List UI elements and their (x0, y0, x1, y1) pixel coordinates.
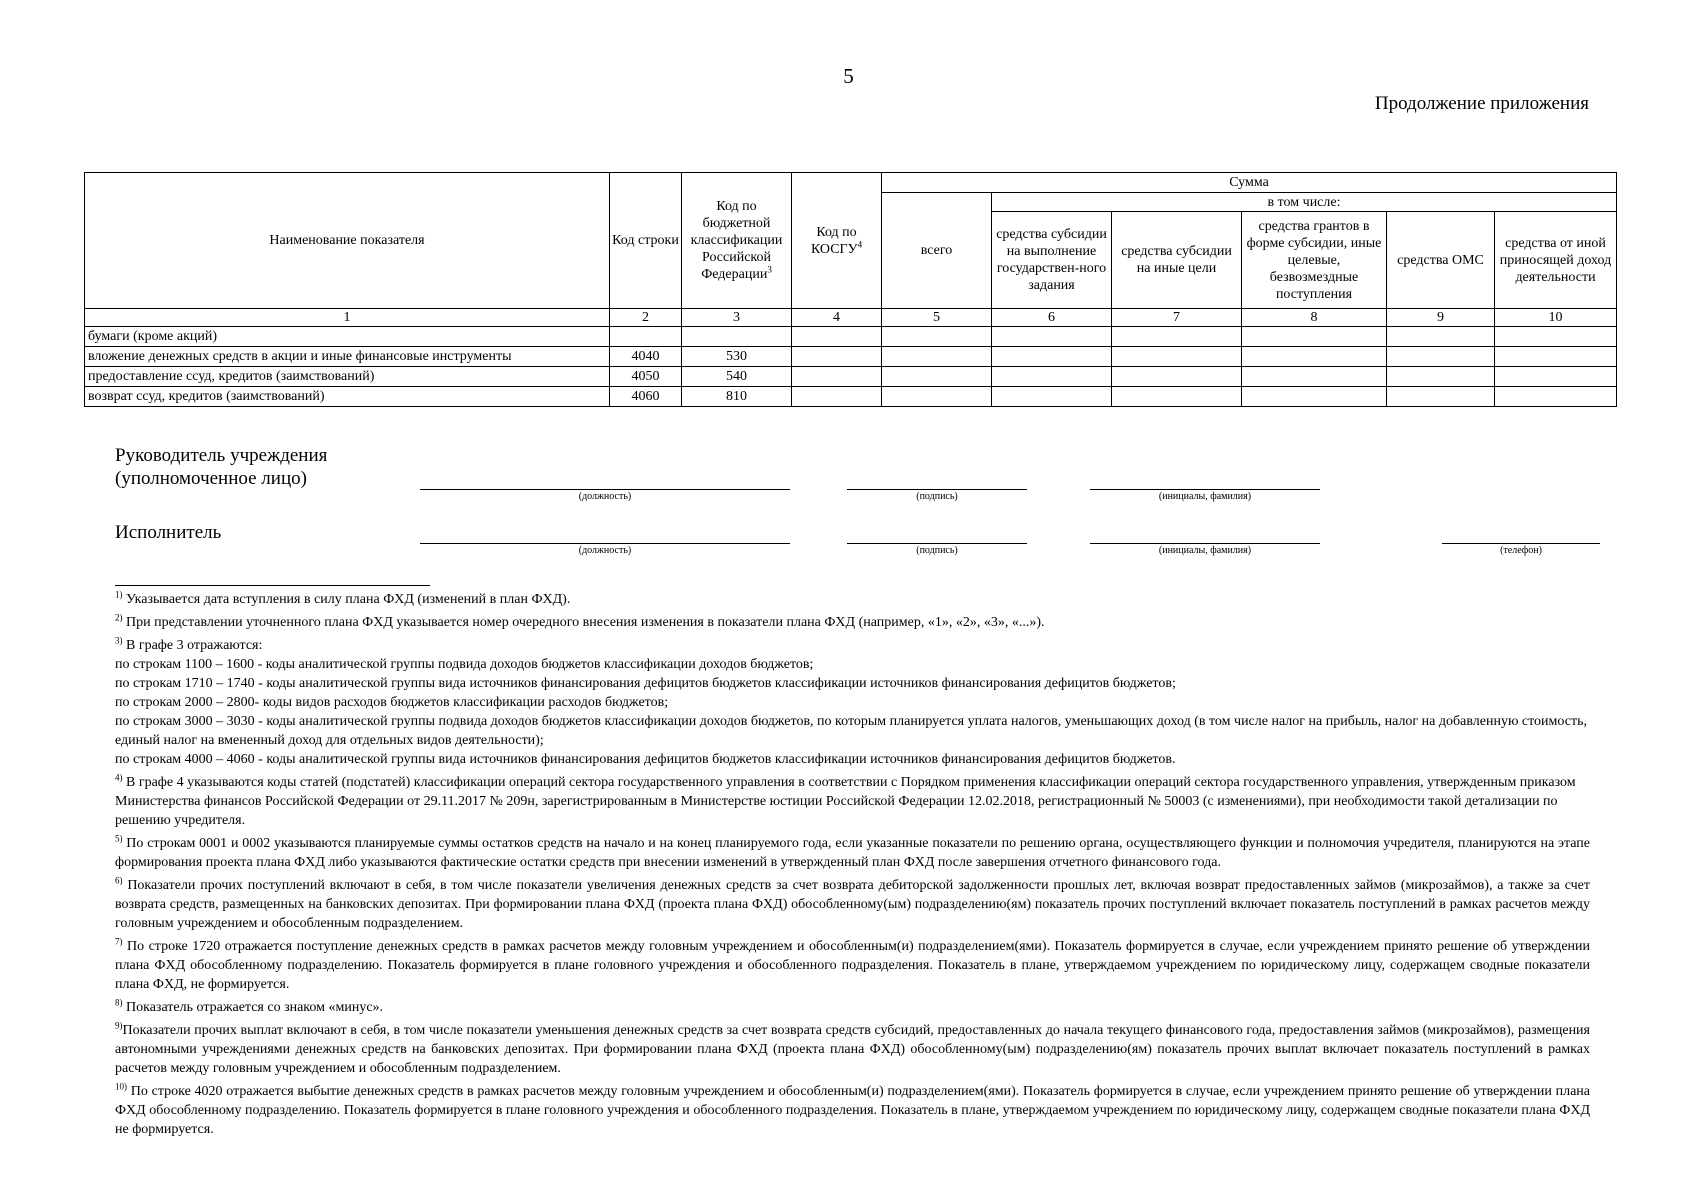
row-cell (1242, 347, 1387, 367)
row-name: возврат ссуд, кредитов (заимствований) (85, 387, 610, 407)
col-num-2: 2 (610, 309, 682, 327)
financial-plan-table (84, 172, 1617, 407)
header-kosgu-text: Код по КОСГУ (810, 224, 858, 257)
header-sum: Сумма (882, 173, 1617, 193)
executor-position-line (420, 543, 790, 544)
footnote-3 (115, 636, 1590, 655)
row-cell (1112, 347, 1242, 367)
row-cell (1242, 367, 1387, 387)
footnote-2-text: При представлении уточненного плана ФХД указывается номер очередного внесения изменения в показатели плана ФХД (например, «1», «2», «3», «...»). (126, 615, 1045, 630)
row-cell (1387, 327, 1495, 347)
footnote-10-num: 10) (115, 1081, 127, 1092)
footnote-3-line-e: по строкам 4000 – 4060 - коды аналитической группы вида источников финансирования дефицитов бюджетов классификации источников финансирования дефицитов бюджетов. (115, 752, 1176, 767)
head-signature-caption: (подпись) (916, 491, 958, 502)
head-initials-caption: (инициалы, фамилия) (1158, 491, 1252, 502)
row-code (610, 327, 682, 347)
header-oms: средства ОМС (1387, 212, 1495, 309)
footnote-10-text: По строке 4020 отражается выбытие денежных средств в рамках расчетов между головным учреждением и обособленным(и) подразделением(ями). Показатель формируется в случае, если учреждением принято решение об утверждении плана ФХД обособленному подразделению. Показатель формируется в плане головного учреждения и обособленного подразделения. Показатель в плане, утверждаемом учреждением по юридическому лицу, содержащем сводные показатели плана ФХД не формируется. (115, 1084, 1591, 1137)
footnote-5 (115, 834, 1590, 872)
header-other-income: средства от иной приносящей доход деятельности (1495, 212, 1617, 309)
head-signature-line (847, 489, 1027, 490)
row-name: бумаги (кроме акций) (85, 327, 610, 347)
row-cell (1242, 327, 1387, 347)
col-num-9: 9 (1387, 309, 1495, 327)
footnote-5-num: 5) (115, 833, 123, 844)
footnote-3-line-d: по строкам 3000 – 3030 - коды аналитической группы подвида доходов бюджетов классификации доходов бюджетов, по которым планируется уплата налогов, уменьшающих доход (в том числе налог на прибыль, налог на добавленную стоимость, единый налог на вмененный доход для отдельных видов деятельности); (115, 714, 1587, 748)
executor-title: Исполнитель (115, 522, 222, 543)
footnote-9-num: 9) (115, 1020, 123, 1031)
footnote-8-text: Показатель отражается со знаком «минус». (126, 1000, 384, 1015)
footnote-5-text: По строкам 0001 и 0002 указываются планируемые суммы остатков средств на начало и на конец планируемого года, если указанные показатели по решению органа, осуществляющего функции и полномочия учредителя, планируются на этапе формирования проекта плана ФХД либо указываются фактические остатки средств при внесении изменений в утвержденный план ФХД после завершения отчетного финансового года. (115, 836, 1590, 870)
head-title-line2: (уполномоченное лицо) (115, 468, 307, 489)
footnote-1-num: 1) (115, 589, 123, 600)
row-cell (1112, 367, 1242, 387)
row-cell (992, 347, 1112, 367)
row-cell (792, 327, 882, 347)
footnote-3-num: 3) (115, 635, 123, 646)
row-cell (792, 387, 882, 407)
row-cell (1495, 327, 1617, 347)
table-row (85, 387, 1617, 407)
col-num-1: 1 (85, 309, 610, 327)
header-row-code: Код строки (610, 173, 682, 309)
executor-position-caption: (должность) (578, 545, 632, 556)
row-cell (992, 387, 1112, 407)
row-cell (792, 347, 882, 367)
footnote-9 (115, 1021, 1590, 1078)
row-cell (792, 367, 882, 387)
footnote-4-text: В графе 4 указываются коды статей (подстатей) классификации операций сектора государственного управления в соответствии с Порядком применения классификации операций сектора государственного управления, утвержденным приказом Министерства финансов Российской Федерации от 29.11.2017 № 209н, зарегистрированным в Министерстве юстиции Российской Федерации 12.02.2018, регистрационный № 50003 (с изменениями), при необходимости такой детализации по решению учредителя. (115, 775, 1576, 828)
row-cell (1495, 387, 1617, 407)
col-num-3: 3 (682, 309, 792, 327)
head-position-caption: (должность) (578, 491, 632, 502)
head-position-line (420, 489, 790, 490)
row-budget-code: 810 (682, 387, 792, 407)
row-cell (882, 367, 992, 387)
row-cell (882, 327, 992, 347)
row-name: вложение денежных средств в акции и иные финансовые инструменты (85, 347, 610, 367)
footnote-7-num: 7) (115, 936, 123, 947)
head-title (115, 444, 327, 490)
footnote-4-num: 4) (115, 772, 123, 783)
footnote-1 (115, 590, 1590, 609)
row-cell (882, 347, 992, 367)
executor-phone-caption: (телефон) (1500, 545, 1542, 556)
continuation-label: Продолжение приложения (1374, 93, 1589, 114)
executor-initials-line (1090, 543, 1320, 544)
row-budget-code: 540 (682, 367, 792, 387)
row-name: предоставление ссуд, кредитов (заимствований) (85, 367, 610, 387)
row-cell (882, 387, 992, 407)
table-row (85, 347, 1617, 367)
footnotes (115, 590, 1590, 1139)
footnote-3-text: В графе 3 отражаются: (126, 638, 263, 653)
row-cell (1495, 347, 1617, 367)
row-code: 4040 (610, 347, 682, 367)
header-sub-other: средства субсидии на иные цели (1112, 212, 1242, 309)
row-cell (1112, 387, 1242, 407)
footnote-8 (115, 998, 1590, 1017)
row-budget-code: 530 (682, 347, 792, 367)
header-budget-code-sup: 3 (767, 264, 772, 275)
col-num-8: 8 (1242, 309, 1387, 327)
header-kosgu (792, 173, 882, 309)
row-cell (1242, 387, 1387, 407)
header-name: Наименование показателя (85, 173, 610, 309)
row-cell (992, 327, 1112, 347)
footnote-1-text: Указывается дата вступления в силу плана ФХД (изменений в план ФХД). (126, 592, 571, 607)
footnote-4 (115, 773, 1590, 830)
executor-signature-line (847, 543, 1027, 544)
col-num-6: 6 (992, 309, 1112, 327)
row-cell (1387, 347, 1495, 367)
header-total: всего (882, 193, 992, 309)
footnote-2-num: 2) (115, 612, 123, 623)
executor-initials-caption: (инициалы, фамилия) (1158, 545, 1252, 556)
row-code: 4050 (610, 367, 682, 387)
header-grants: средства грантов в форме субсидии, иные целевые, безвозмездные поступления (1242, 212, 1387, 309)
footnote-7-text: По строке 1720 отражается поступление денежных средств в рамках расчетов между головным учреждением и обособленным(и) подразделением(ями). Показатель формируется в случае, если учреждением принято решение об утверждении плана ФХД обособленному подразделению. Показатель формируется в плане головного учреждения и обособленного подразделения. Показатель в плане, утверждаемом учреждением по юридическому лицу, содержащем сводные показатели плана ФХД, не формируется. (115, 939, 1591, 992)
footnote-6-text: Показатели прочих поступлений включают в себя, в том числе показатели увеличения денежных средств за счет возврата дебиторской задолженности прошлых лет, включая возврат предоставленных займов (микрозаймов), а также за счет возврата средств, размещенных на банковских депозитах. При формировании плана ФХД (проекта плана ФХД) обособленному(ым) подразделению(ям) показатель прочих поступлений включает показатель поступлений в рамках расчетов между головным учреждением и обособленным подразделением. (115, 878, 1590, 931)
table-row (85, 367, 1617, 387)
footnote-6-num: 6) (115, 875, 123, 886)
head-initials-line (1090, 489, 1320, 490)
row-cell (1387, 387, 1495, 407)
col-num-5: 5 (882, 309, 992, 327)
row-code: 4060 (610, 387, 682, 407)
executor-signature-caption: (подпись) (916, 545, 958, 556)
footnote-3-line-b: по строкам 1710 – 1740 - коды аналитической группы вида источников финансирования дефицитов бюджетов классификации источников финансирования дефицитов бюджетов; (115, 676, 1176, 691)
header-kosgu-sup: 4 (857, 238, 863, 249)
col-num-4: 4 (792, 309, 882, 327)
footnote-7 (115, 937, 1590, 994)
table-row (85, 327, 1617, 347)
row-cell (1112, 327, 1242, 347)
head-title-line1: Руководитель учреждения (115, 445, 328, 466)
footnote-8-num: 8) (115, 997, 123, 1008)
col-num-10: 10 (1495, 309, 1617, 327)
footnote-9-text: Показатели прочих выплат включают в себя, в том числе показатели уменьшения денежных средств за счет возврата средств субсидий, предоставленных до начала текущего финансового года, предоставления займов (микрозаймов), размещения автономными учреждениями денежных средств на банковских депозитах. При формировании плана ФХД (проекта плана ФХД) обособленному(ым) подразделению(ям) показатель прочих выплат включает показатель поступлений в рамках расчетов между головным учреждением и обособленным подразделением. (115, 1023, 1590, 1076)
page-number: 5 (843, 64, 854, 88)
header-including: в том числе: (992, 193, 1617, 212)
footnote-separator (115, 585, 430, 586)
header-budget-code-text: Код по бюджетной классификации Российской Федерации (690, 199, 783, 282)
col-num-7: 7 (1112, 309, 1242, 327)
header-sub-state-task: средства субсидии на выполнение государствен-ного задания (992, 212, 1112, 309)
row-budget-code (682, 327, 792, 347)
footnote-2 (115, 613, 1590, 632)
header-budget-code (682, 173, 792, 309)
row-cell (1495, 367, 1617, 387)
row-cell (1387, 367, 1495, 387)
footnote-6 (115, 876, 1590, 933)
executor-phone-line (1442, 543, 1600, 544)
footnote-10 (115, 1082, 1590, 1139)
footnote-3-line-a: по строкам 1100 – 1600 - коды аналитической группы подвида доходов бюджетов классификации доходов бюджетов; (115, 657, 814, 672)
row-cell (992, 367, 1112, 387)
footnote-3-line-c: по строкам 2000 – 2800- коды видов расходов бюджетов классификации расходов бюджетов; (115, 695, 669, 710)
